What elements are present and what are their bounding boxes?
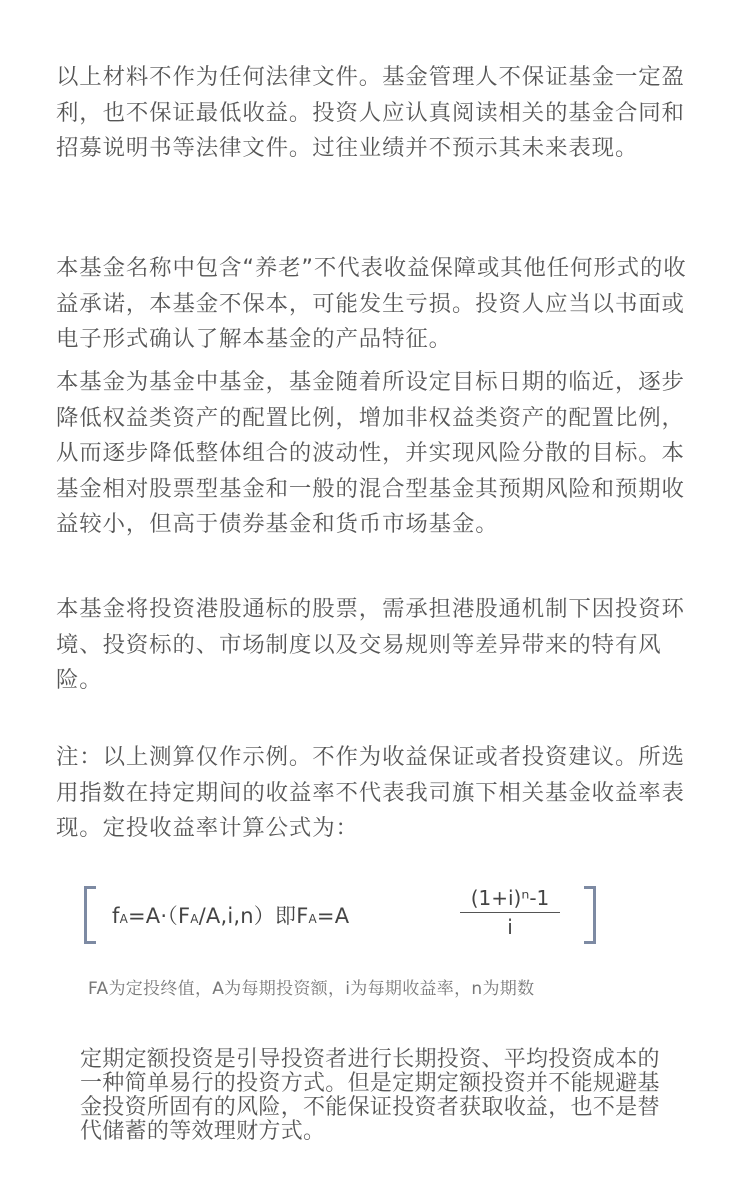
disclaimer-paragraph-hk-connect: 本基金将投资港股通标的股票，需承担港股通机制下因投资环境、投资标的、市场制度以及交易规则等差异带来的特有风险。 (56, 596, 685, 693)
fraction-numerator: (1+i)ⁿ-1 (460, 886, 560, 913)
formula-subscript: A (308, 912, 317, 926)
aip-description-paragraph: 定期定额投资是引导投资者进行长期投资、平均投资成本的一种简单易行的投资方式。但是定期定额投资并不能规避基金投资所固有的风险，不能保证投资者获取收益，也不是替代储蓄的等效理财方式。 (80, 1047, 660, 1144)
right-bracket (584, 886, 596, 944)
formula-subscript: A (119, 912, 129, 926)
note-paragraph: 注：以上测算仅作示例。不作为收益保证或者投资建议。所选用指数在持定期间的收益率不代表我司旗下相关基金收益率表现。定投收益率计算公式为： (56, 744, 685, 841)
formula-part: f (112, 904, 120, 928)
formula-fraction (460, 886, 560, 939)
disclaimer-paragraph-fof: 本基金为基金中基金，基金随着所设定目标日期的临近，逐步降低权益类资产的配置比例，增加非权益类资产的配置比例，从而逐步降低整体组合的波动性，并实现风险分散的目标。本基金相对股票型基金和一般的混合型基金其预期风险和预期收益较小，但高于债券基金和货币市场基金。 (56, 369, 685, 537)
disclaimer-paragraph-legal: 以上材料不作为任何法律文件。基金管理人不保证基金一定盈利，也不保证最低收益。投资人应认真阅读相关的基金合同和招募说明书等法律文件。过往业绩并不预示其未来表现。 (56, 64, 685, 161)
left-bracket (84, 886, 96, 944)
formula-part: =A·（F (128, 904, 191, 928)
formula-expression (112, 900, 349, 930)
fraction-denominator: i (507, 915, 513, 939)
formula-caption: FA为定投终值，A为每期投资额，i为每期收益率，n为期数 (88, 979, 535, 999)
formula-image (84, 880, 604, 956)
disclaimer-paragraph-pension-name: 本基金名称中包含“养老”不代表收益保障或其他任何形式的收益承诺，本基金不保本，可能发生亏损。投资人应当以书面或电子形式确认了解本基金的产品特征。 (56, 255, 687, 352)
formula-subscript: A (190, 912, 199, 926)
formula-part: =A (316, 904, 350, 928)
formula-part: /A,i,n）即F (198, 904, 309, 928)
